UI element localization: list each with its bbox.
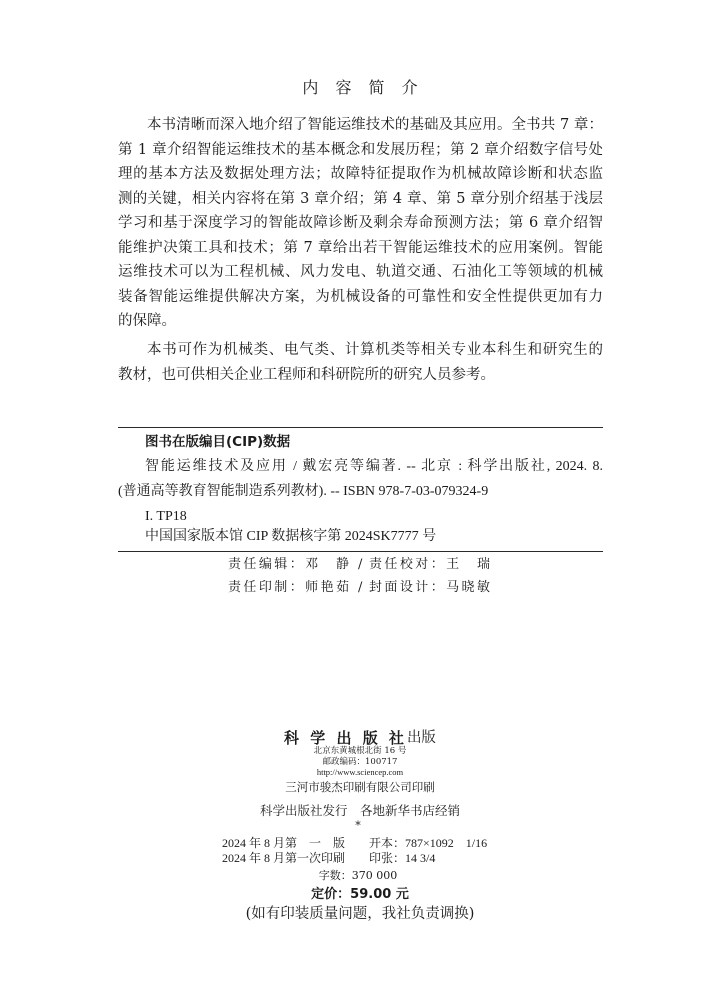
intro-title: 内 容 简 介 — [302, 78, 424, 97]
text-line: 教材，也可供相关企业工程师和科研院所的研究人员参考。 — [118, 366, 495, 383]
text-line: 本书可作为机械类、电气类、计算机类等相关专业本科生和研究生的 — [147, 341, 603, 358]
text-line: 理的基本方法及数据处理方法；故障特征提取作为机械故障诊断和状态监 — [118, 166, 603, 182]
text-line: 运维技术可以为工程机械、风力发电、轨道交通、石油化工等领域的机械 — [118, 264, 603, 280]
separator-asterisk: * — [355, 819, 361, 832]
printing-line: 2024 年 8 月第一次印刷 印张：14 3/4 — [222, 851, 436, 865]
text-line: 本书清晰而深入地介绍了智能运维技术的基础及其应用。全书共 7 章： — [147, 117, 603, 133]
publisher-suffix: 出版 — [406, 730, 436, 746]
edition-line: 2024 年 8 月第 一 版 开本：787×1092 1/16 — [222, 836, 488, 850]
production-credits: 责任印制：师艳茹 / 封面设计：马晓敏 — [228, 580, 490, 595]
cip-heading: 图书在版编目(CIP)数据 — [145, 434, 291, 450]
cip-record-line-2: (普通高等教育智能制造系列教材). -- ISBN 978-7-03-079324-9 — [118, 484, 489, 499]
price: 定价：59.00 元 — [311, 887, 409, 902]
cip-top-rule — [118, 427, 603, 428]
word-count: 字数：370 000 — [318, 869, 398, 882]
cip-record-line-1: 智能运维技术及应用 / 戴宏亮等编著. -- 北京 : 科学出版社, 2024. 8. — [145, 459, 603, 474]
text-line: 的保障。 — [118, 313, 176, 329]
text-line: 学习和基于深度学习的智能故障诊断及剩余寿命预测方法；第 6 章介绍智 — [118, 215, 603, 231]
cip-bottom-rule — [118, 551, 603, 552]
publisher-postcode: 邮政编码：100717 — [322, 757, 398, 767]
printer-line: 三河市骏杰印刷有限公司印刷 — [285, 780, 435, 794]
publisher-website: http://www.sciencep.com — [316, 767, 404, 777]
quality-notice: (如有印装质量问题，我社负责调换) — [245, 906, 475, 922]
text-line: 能维护决策工具和技术；第 7 章给出若干智能运维技术的应用案例。智能 — [118, 239, 603, 256]
text-line: 装备智能运维提供解决方案，为机械设备的可靠性和安全性提供更加有力 — [118, 288, 603, 305]
text-line: 测的关键，相关内容将在第 3 章介绍；第 4 章、第 5 章分别介绍基于浅层 — [118, 190, 603, 207]
intro-paragraph-1 — [118, 113, 603, 334]
publisher-address: 北京东黄城根北街 16 号 — [313, 746, 407, 756]
publisher-logo: 科 学 出 版 社 — [284, 729, 407, 747]
intro-paragraph-2 — [118, 338, 603, 388]
publisher-line — [0, 728, 720, 748]
cip-number: 中国国家版本馆 CIP 数据核字第 2024SK7777 号 — [145, 529, 437, 544]
distribution-line: 科学出版社发行 各地新华书店经销 — [259, 803, 460, 818]
editor-credits: 责任编辑：邓 静 / 责任校对：王 瑞 — [228, 557, 490, 572]
cip-classification: I. TP18 — [145, 509, 187, 524]
text-line: 第 1 章介绍智能运维技术的基本概念和发展历程；第 2 章介绍数字信号处 — [118, 141, 603, 158]
